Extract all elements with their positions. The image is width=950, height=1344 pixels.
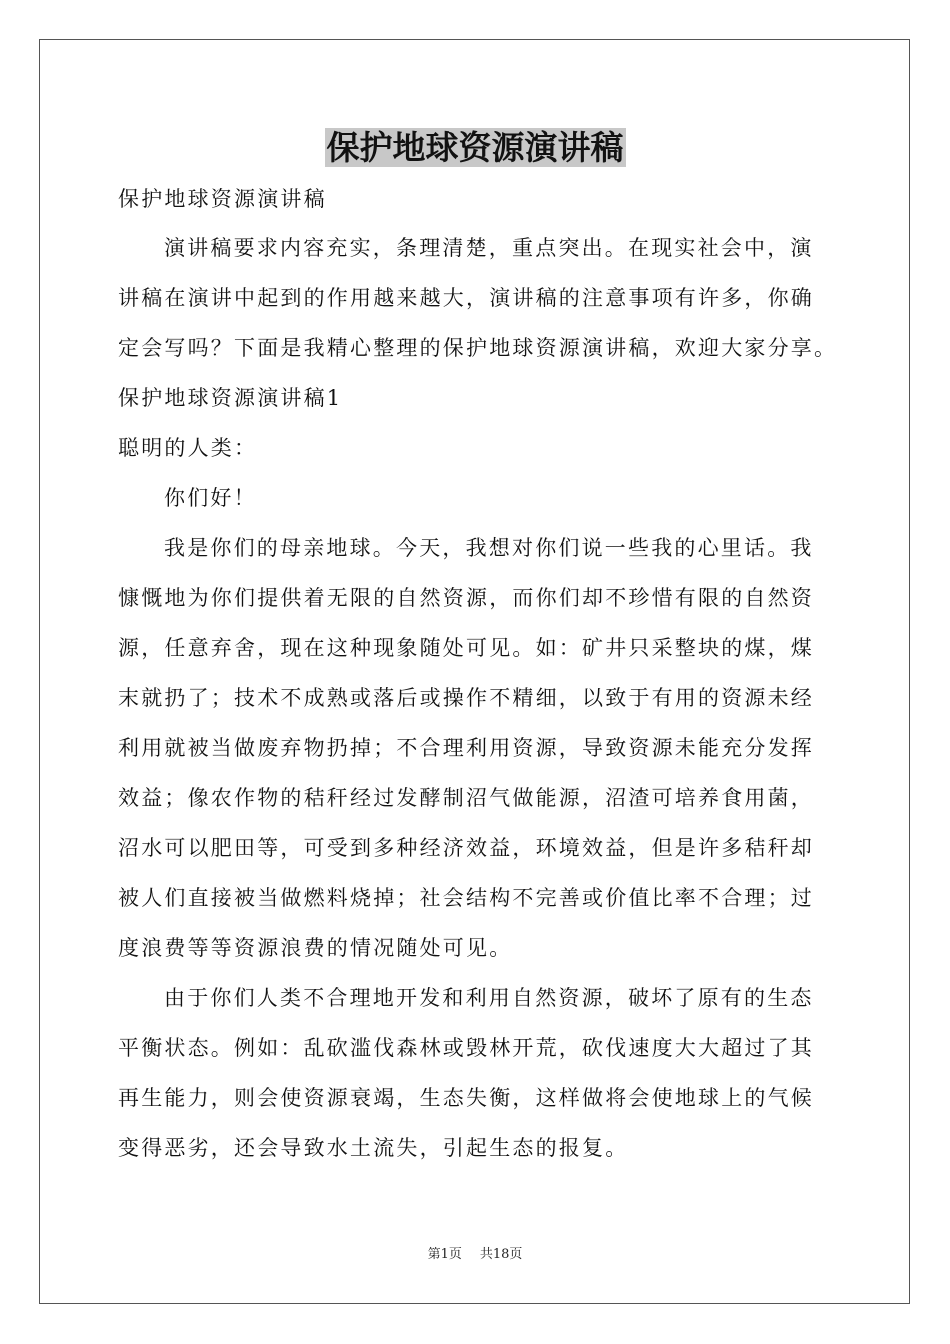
paragraph-line: 讲稿在演讲中起到的作用越来越大，演讲稿的注意事项有许多，你确 [118,286,814,310]
paragraph-line: 平衡状态。例如：乱砍滥伐森林或毁林开荒，砍伐速度大大超过了其 [118,1036,814,1060]
subtitle-line: 保护地球资源演讲稿 [118,187,327,211]
greeting-line: 你们好！ [164,486,257,510]
paragraph-line: 演讲稿要求内容充实，条理清楚，重点突出。在现实社会中，演 [164,236,814,260]
paragraph-line: 效益；像农作物的秸秆经过发酵制沼气做能源，沼渣可培养食用菌， [118,786,814,810]
paragraph-line: 沼水可以肥田等，可受到多种经济效益，环境效益，但是许多秸秆却 [118,836,814,860]
paragraph-line: 慷慨地为你们提供着无限的自然资源，而你们却不珍惜有限的自然资 [118,586,814,610]
paragraph-line: 被人们直接被当做燃料烧掉；社会结构不完善或价值比率不合理；过 [118,886,814,910]
paragraph-line: 由于你们人类不合理地开发和利用自然资源，破坏了原有的生态 [164,986,814,1010]
paragraph-line: 定会写吗？下面是我精心整理的保护地球资源演讲稿，欢迎大家分享。 [118,336,838,360]
paragraph-line: 度浪费等等资源浪费的情况随处可见。 [118,936,513,960]
page-number: 第1页 [427,1247,462,1262]
paragraph-line: 变得恶劣，还会导致水土流失，引起生态的报复。 [118,1136,629,1160]
salutation-line: 聪明的人类： [118,436,258,460]
page-total: 共18页 [479,1247,523,1262]
document-title-text: 保护地球资源演讲稿 [326,128,624,167]
paragraph-line: 末就扔了；技术不成熟或落后或操作不精细，以致于有用的资源未经 [118,686,814,710]
paragraph-line: 再生能力，则会使资源衰竭，生态失衡，这样做将会使地球上的气候 [118,1086,814,1110]
section-heading: 保护地球资源演讲稿1 [118,386,343,410]
document-title [0,124,950,172]
paragraph-line: 我是你们的母亲地球。今天，我想对你们说一些我的心里话。我 [164,536,814,560]
page-border [39,39,910,1304]
page-footer [0,1246,950,1264]
paragraph-line: 利用就被当做废弃物扔掉；不合理利用资源，导致资源未能充分发挥 [118,736,814,760]
paragraph-line: 源，任意弃舍，现在这种现象随处可见。如：矿井只采整块的煤，煤 [118,636,814,660]
